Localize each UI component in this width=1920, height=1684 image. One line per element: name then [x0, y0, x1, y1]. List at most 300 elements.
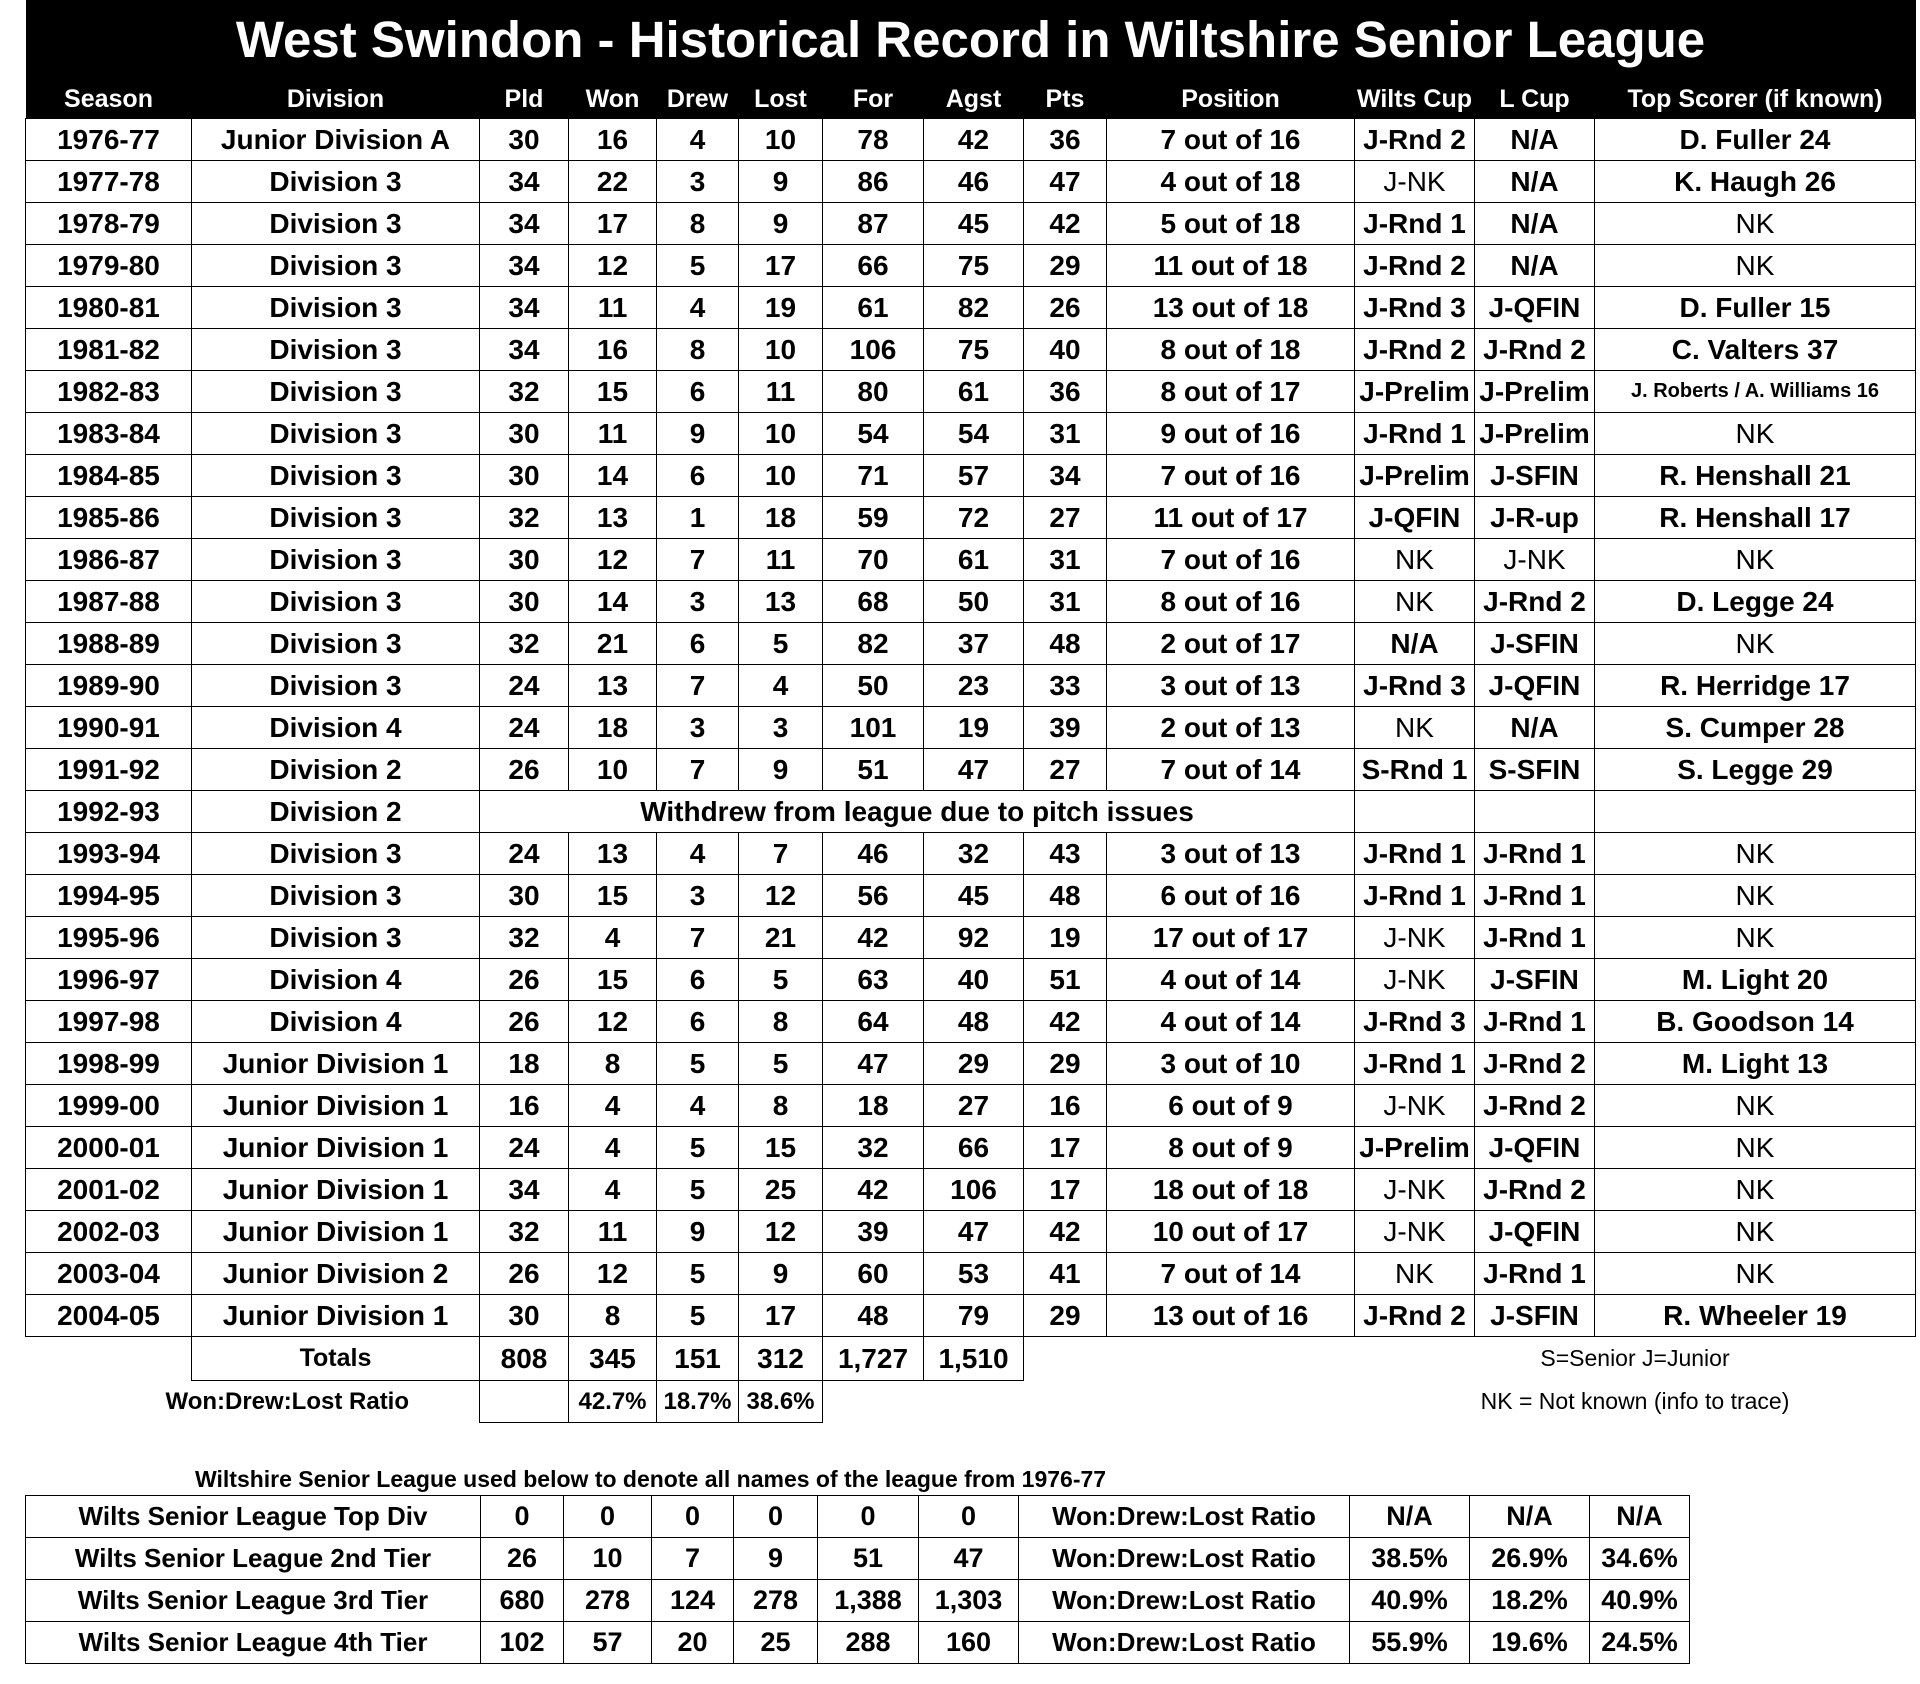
wilts-cup-cell: J-Rnd 2: [1355, 1295, 1475, 1337]
season-cell: 1996-97: [26, 959, 192, 1001]
wilts-cup-cell: J-Rnd 2: [1355, 119, 1475, 161]
tier-lost: 25: [734, 1622, 818, 1664]
pld-cell: 34: [480, 161, 569, 203]
for-cell: 42: [823, 917, 924, 959]
pld-cell: 34: [480, 245, 569, 287]
won-cell: 4: [569, 1127, 657, 1169]
top-scorer-cell: S. Legge 29: [1595, 749, 1916, 791]
tier-won-pct: 40.9%: [1350, 1580, 1470, 1622]
agst-cell: 45: [924, 875, 1024, 917]
tier-drew: 7: [652, 1538, 734, 1580]
l-cup-cell: J-Rnd 2: [1475, 1085, 1595, 1127]
l-cup-cell: J-SFIN: [1475, 1295, 1595, 1337]
division-cell: Division 3: [192, 665, 480, 707]
l-cup-cell: J-QFIN: [1475, 665, 1595, 707]
l-cup-cell: N/A: [1475, 203, 1595, 245]
lost-cell: 18: [739, 497, 823, 539]
lost-cell: 9: [739, 161, 823, 203]
totals-spacer: [26, 1337, 192, 1381]
for-cell: 47: [823, 1043, 924, 1085]
top-scorer-cell: D. Fuller 15: [1595, 287, 1916, 329]
wilts-cup-cell: J-Rnd 2: [1355, 329, 1475, 371]
season-cell: 1998-99: [26, 1043, 192, 1085]
pts-cell: 42: [1024, 1211, 1107, 1253]
agst-cell: 75: [924, 329, 1024, 371]
won-cell: 10: [569, 749, 657, 791]
ratio-row: [26, 1381, 1916, 1423]
pld-cell: 30: [480, 581, 569, 623]
tier-pld: 102: [481, 1622, 564, 1664]
division-cell: Division 3: [192, 455, 480, 497]
drew-cell: 6: [657, 623, 739, 665]
top-scorer-cell: NK: [1595, 539, 1916, 581]
season-cell: 1978-79: [26, 203, 192, 245]
column-header: Lost: [739, 80, 823, 119]
agst-cell: 72: [924, 497, 1024, 539]
division-cell: Division 3: [192, 329, 480, 371]
wilts-cup-cell: J-NK: [1355, 959, 1475, 1001]
pts-cell: 27: [1024, 749, 1107, 791]
wilts-cup-cell: J-Rnd 1: [1355, 203, 1475, 245]
division-cell: Division 3: [192, 497, 480, 539]
wilts-cup-cell: J-Prelim: [1355, 371, 1475, 413]
pts-cell: 34: [1024, 455, 1107, 497]
pts-cell: 17: [1024, 1169, 1107, 1211]
table-row: [26, 749, 1916, 791]
wilts-cup-cell: J-Rnd 1: [1355, 875, 1475, 917]
pld-cell: 30: [480, 539, 569, 581]
won-cell: 13: [569, 665, 657, 707]
division-cell: Junior Division A: [192, 119, 480, 161]
tier-row: [26, 1538, 1690, 1580]
column-header: Top Scorer (if known): [1595, 80, 1916, 119]
ratio-won: 42.7%: [569, 1381, 657, 1423]
tier-row: [26, 1580, 1690, 1622]
agst-cell: 54: [924, 413, 1024, 455]
drew-cell: 6: [657, 959, 739, 1001]
tier-pld: 0: [481, 1496, 564, 1538]
l-cup-cell: J-Rnd 2: [1475, 581, 1595, 623]
column-header: Drew: [657, 80, 739, 119]
won-cell: 8: [569, 1295, 657, 1337]
tier-agst: 1,303: [919, 1580, 1019, 1622]
for-cell: 64: [823, 1001, 924, 1043]
top-scorer-cell: R. Wheeler 19: [1595, 1295, 1916, 1337]
table-row: [26, 665, 1916, 707]
for-cell: 54: [823, 413, 924, 455]
table-row: [26, 833, 1916, 875]
season-cell: 1987-88: [26, 581, 192, 623]
l-cup-cell: S-SFIN: [1475, 749, 1595, 791]
lost-cell: 4: [739, 665, 823, 707]
season-cell: 1989-90: [26, 665, 192, 707]
agst-cell: 53: [924, 1253, 1024, 1295]
pld-cell: 32: [480, 371, 569, 413]
for-cell: 78: [823, 119, 924, 161]
top-scorer-cell: J. Roberts / A. Williams 16: [1595, 371, 1916, 413]
for-cell: 106: [823, 329, 924, 371]
lost-cell: 10: [739, 329, 823, 371]
l-cup-cell: J-QFIN: [1475, 1127, 1595, 1169]
top-scorer-cell: K. Haugh 26: [1595, 161, 1916, 203]
drew-cell: 4: [657, 833, 739, 875]
top-scorer-cell: C. Valters 37: [1595, 329, 1916, 371]
note-cell: Withdrew from league due to pitch issues: [480, 791, 1355, 833]
top-scorer-cell: NK: [1595, 413, 1916, 455]
wilts-cup-cell: J-NK: [1355, 1169, 1475, 1211]
drew-cell: 4: [657, 119, 739, 161]
won-cell: 14: [569, 455, 657, 497]
top-scorer-cell: NK: [1595, 623, 1916, 665]
season-cell: 1997-98: [26, 1001, 192, 1043]
l-cup-cell: J-Rnd 1: [1475, 917, 1595, 959]
won-cell: 15: [569, 875, 657, 917]
for-cell: 46: [823, 833, 924, 875]
table-row: [26, 1169, 1916, 1211]
top-scorer-cell: NK: [1595, 917, 1916, 959]
tier-lost: 278: [734, 1580, 818, 1622]
won-cell: 12: [569, 245, 657, 287]
pts-cell: 42: [1024, 203, 1107, 245]
l-cup-cell: J-Rnd 2: [1475, 1043, 1595, 1085]
division-cell: Division 2: [192, 749, 480, 791]
pld-cell: 30: [480, 119, 569, 161]
tier-lost: 0: [734, 1496, 818, 1538]
l-cup-cell: J-QFIN: [1475, 1211, 1595, 1253]
for-cell: 80: [823, 371, 924, 413]
totals-for: 1,727: [823, 1337, 924, 1381]
tier-won: 57: [564, 1622, 652, 1664]
table-row: [26, 1043, 1916, 1085]
season-cell: 1992-93: [26, 791, 192, 833]
position-cell: 8 out of 16: [1107, 581, 1355, 623]
division-cell: Junior Division 2: [192, 1253, 480, 1295]
won-cell: 11: [569, 1211, 657, 1253]
season-cell: 1977-78: [26, 161, 192, 203]
pts-cell: 39: [1024, 707, 1107, 749]
position-cell: 7 out of 16: [1107, 119, 1355, 161]
drew-cell: 7: [657, 539, 739, 581]
pld-cell: 34: [480, 203, 569, 245]
l-cup-cell: J-R-up: [1475, 497, 1595, 539]
table-row: [26, 1253, 1916, 1295]
lost-cell: 17: [739, 1295, 823, 1337]
won-cell: 4: [569, 1169, 657, 1211]
wilts-cup-cell: NK: [1355, 1253, 1475, 1295]
tier-lost-pct: N/A: [1590, 1496, 1690, 1538]
pld-cell: 32: [480, 1211, 569, 1253]
top-scorer-cell: R. Henshall 17: [1595, 497, 1916, 539]
record-table: [25, 0, 1916, 1423]
drew-cell: 4: [657, 1085, 739, 1127]
division-cell: Division 3: [192, 833, 480, 875]
for-cell: 68: [823, 581, 924, 623]
table-row: [26, 875, 1916, 917]
wilts-cup-cell: J-QFIN: [1355, 497, 1475, 539]
pts-cell: 31: [1024, 539, 1107, 581]
wilts-cup-cell: J-Rnd 1: [1355, 833, 1475, 875]
tier-pld: 26: [481, 1538, 564, 1580]
wilts-cup-cell: J-NK: [1355, 1085, 1475, 1127]
l-cup-cell: J-SFIN: [1475, 959, 1595, 1001]
position-cell: 4 out of 18: [1107, 161, 1355, 203]
tier-drew: 20: [652, 1622, 734, 1664]
drew-cell: 6: [657, 455, 739, 497]
division-cell: Division 3: [192, 623, 480, 665]
tier-rows: [26, 1496, 1690, 1664]
drew-cell: 6: [657, 371, 739, 413]
top-scorer-cell: D. Legge 24: [1595, 581, 1916, 623]
agst-cell: 61: [924, 371, 1024, 413]
drew-cell: 9: [657, 413, 739, 455]
tier-drew-pct: 26.9%: [1470, 1538, 1590, 1580]
lost-cell: 7: [739, 833, 823, 875]
won-cell: 13: [569, 833, 657, 875]
top-scorer-cell: M. Light 13: [1595, 1043, 1916, 1085]
table-row: [26, 119, 1916, 161]
pld-cell: 26: [480, 1001, 569, 1043]
position-cell: 8 out of 18: [1107, 329, 1355, 371]
l-cup-cell: J-Rnd 1: [1475, 875, 1595, 917]
page-title: West Swindon - Historical Record in Wiltshire Senior League: [26, 0, 1916, 80]
drew-cell: 3: [657, 581, 739, 623]
season-cell: 1995-96: [26, 917, 192, 959]
table-row: [26, 959, 1916, 1001]
l-cup-cell: J-Rnd 2: [1475, 1169, 1595, 1211]
drew-cell: 5: [657, 245, 739, 287]
drew-cell: 5: [657, 1043, 739, 1085]
division-cell: Division 3: [192, 581, 480, 623]
won-cell: 4: [569, 917, 657, 959]
for-cell: 63: [823, 959, 924, 1001]
totals-gap2: [1107, 1337, 1355, 1381]
table-row: [26, 203, 1916, 245]
wilts-cup-cell: J-NK: [1355, 917, 1475, 959]
pld-cell: 32: [480, 917, 569, 959]
pld-cell: 32: [480, 497, 569, 539]
tier-for: 1,388: [818, 1580, 919, 1622]
tier-ratio-label: Won:Drew:Lost Ratio: [1019, 1580, 1350, 1622]
won-cell: 17: [569, 203, 657, 245]
position-cell: 18 out of 18: [1107, 1169, 1355, 1211]
l-cup-cell: J-NK: [1475, 539, 1595, 581]
totals-gap: [1024, 1337, 1107, 1381]
lost-cell: 8: [739, 1001, 823, 1043]
wilts-cup-cell: [1355, 791, 1475, 833]
agst-cell: 50: [924, 581, 1024, 623]
wilts-cup-cell: J-Rnd 1: [1355, 413, 1475, 455]
title-row: [26, 0, 1916, 80]
won-cell: 18: [569, 707, 657, 749]
agst-cell: 37: [924, 623, 1024, 665]
table-row: [26, 1001, 1916, 1043]
totals-label: Totals: [192, 1337, 480, 1381]
table-row: [26, 623, 1916, 665]
lost-cell: 17: [739, 245, 823, 287]
totals-row: [26, 1337, 1916, 1381]
season-cell: 1984-85: [26, 455, 192, 497]
agst-cell: 27: [924, 1085, 1024, 1127]
pts-cell: 31: [1024, 413, 1107, 455]
l-cup-cell: J-Rnd 1: [1475, 1253, 1595, 1295]
pts-cell: 43: [1024, 833, 1107, 875]
drew-cell: 6: [657, 1001, 739, 1043]
season-cell: 1994-95: [26, 875, 192, 917]
top-scorer-cell: NK: [1595, 1085, 1916, 1127]
table-row: [26, 707, 1916, 749]
division-cell: Junior Division 1: [192, 1211, 480, 1253]
drew-cell: 5: [657, 1295, 739, 1337]
for-cell: 59: [823, 497, 924, 539]
lost-cell: 10: [739, 413, 823, 455]
division-cell: Division 3: [192, 371, 480, 413]
position-cell: 6 out of 16: [1107, 875, 1355, 917]
tier-lost-pct: 24.5%: [1590, 1622, 1690, 1664]
pld-cell: 30: [480, 455, 569, 497]
ratio-drew: 18.7%: [657, 1381, 739, 1423]
tier-name: Wilts Senior League 4th Tier: [26, 1622, 481, 1664]
pts-cell: 26: [1024, 287, 1107, 329]
season-cell: 1979-80: [26, 245, 192, 287]
agst-cell: 40: [924, 959, 1024, 1001]
pld-cell: 32: [480, 623, 569, 665]
for-cell: 61: [823, 287, 924, 329]
pts-cell: 29: [1024, 1295, 1107, 1337]
pts-cell: 29: [1024, 1043, 1107, 1085]
wilts-cup-cell: J-Rnd 1: [1355, 1043, 1475, 1085]
tier-name: Wilts Senior League Top Div: [26, 1496, 481, 1538]
tier-row: [26, 1622, 1690, 1664]
table-row: [26, 539, 1916, 581]
season-cell: 2003-04: [26, 1253, 192, 1295]
wilts-cup-cell: J-NK: [1355, 161, 1475, 203]
position-cell: 11 out of 18: [1107, 245, 1355, 287]
pld-cell: 24: [480, 1127, 569, 1169]
tier-name: Wilts Senior League 2nd Tier: [26, 1538, 481, 1580]
season-cell: 1976-77: [26, 119, 192, 161]
season-cell: 1982-83: [26, 371, 192, 413]
table-row: [26, 791, 1916, 833]
position-cell: 4 out of 14: [1107, 1001, 1355, 1043]
lost-cell: 5: [739, 1043, 823, 1085]
division-cell: Junior Division 1: [192, 1127, 480, 1169]
pts-cell: 41: [1024, 1253, 1107, 1295]
tier-drew-pct: N/A: [1470, 1496, 1590, 1538]
division-cell: Division 3: [192, 917, 480, 959]
pts-cell: 19: [1024, 917, 1107, 959]
division-cell: Division 3: [192, 875, 480, 917]
tiers-caption: Wiltshire Senior League used below to denote all names of the league from 1976-77: [195, 1466, 1107, 1492]
tier-drew: 0: [652, 1496, 734, 1538]
table-row: [26, 287, 1916, 329]
agst-cell: 42: [924, 119, 1024, 161]
lost-cell: 12: [739, 1211, 823, 1253]
position-cell: 3 out of 13: [1107, 833, 1355, 875]
for-cell: 42: [823, 1169, 924, 1211]
wilts-cup-cell: J-Prelim: [1355, 455, 1475, 497]
position-cell: 8 out of 17: [1107, 371, 1355, 413]
pld-cell: 26: [480, 749, 569, 791]
division-cell: Division 4: [192, 959, 480, 1001]
lost-cell: 5: [739, 959, 823, 1001]
position-cell: 11 out of 17: [1107, 497, 1355, 539]
won-cell: 15: [569, 959, 657, 1001]
lost-cell: 15: [739, 1127, 823, 1169]
totals-drew: 151: [657, 1337, 739, 1381]
division-cell: Division 3: [192, 245, 480, 287]
position-cell: 7 out of 14: [1107, 1253, 1355, 1295]
table-row: [26, 455, 1916, 497]
drew-cell: 5: [657, 1253, 739, 1295]
won-cell: 12: [569, 539, 657, 581]
top-scorer-cell: NK: [1595, 245, 1916, 287]
drew-cell: 1: [657, 497, 739, 539]
for-cell: 86: [823, 161, 924, 203]
division-cell: Junior Division 1: [192, 1169, 480, 1211]
agst-cell: 48: [924, 1001, 1024, 1043]
division-cell: Junior Division 1: [192, 1295, 480, 1337]
lost-cell: 5: [739, 623, 823, 665]
agst-cell: 45: [924, 203, 1024, 245]
season-cell: 1980-81: [26, 287, 192, 329]
ratio-label: Won:Drew:Lost Ratio: [165, 1387, 410, 1415]
drew-cell: 3: [657, 875, 739, 917]
drew-cell: 7: [657, 917, 739, 959]
pld-cell: 24: [480, 665, 569, 707]
season-cell: 1983-84: [26, 413, 192, 455]
for-cell: 50: [823, 665, 924, 707]
agst-cell: 57: [924, 455, 1024, 497]
tier-agst: 47: [919, 1538, 1019, 1580]
top-scorer-cell: NK: [1595, 1127, 1916, 1169]
pld-cell: 16: [480, 1085, 569, 1127]
pld-cell: 30: [480, 875, 569, 917]
legend-nk: NK = Not known (info to trace): [1480, 1388, 1790, 1414]
lost-cell: 3: [739, 707, 823, 749]
tier-ratio-label: Won:Drew:Lost Ratio: [1019, 1622, 1350, 1664]
ratio-lost: 38.6%: [739, 1381, 823, 1423]
position-cell: 7 out of 14: [1107, 749, 1355, 791]
division-cell: Division 2: [192, 791, 480, 833]
drew-cell: 9: [657, 1211, 739, 1253]
season-cell: 1988-89: [26, 623, 192, 665]
top-scorer-cell: NK: [1595, 833, 1916, 875]
agst-cell: 79: [924, 1295, 1024, 1337]
drew-cell: 7: [657, 665, 739, 707]
tier-won-pct: 38.5%: [1350, 1538, 1470, 1580]
totals-agst: 1,510: [924, 1337, 1024, 1381]
pld-cell: 26: [480, 1253, 569, 1295]
division-cell: Division 3: [192, 287, 480, 329]
column-header: Agst: [924, 80, 1024, 119]
division-cell: Division 3: [192, 203, 480, 245]
position-cell: 6 out of 9: [1107, 1085, 1355, 1127]
l-cup-cell: J-SFIN: [1475, 623, 1595, 665]
season-cell: 1981-82: [26, 329, 192, 371]
for-cell: 87: [823, 203, 924, 245]
agst-cell: 106: [924, 1169, 1024, 1211]
season-cell: 2001-02: [26, 1169, 192, 1211]
top-scorer-cell: R. Herridge 17: [1595, 665, 1916, 707]
pts-cell: 36: [1024, 119, 1107, 161]
column-header: For: [823, 80, 924, 119]
for-cell: 39: [823, 1211, 924, 1253]
position-cell: 2 out of 13: [1107, 707, 1355, 749]
position-cell: 13 out of 16: [1107, 1295, 1355, 1337]
tier-drew: 124: [652, 1580, 734, 1622]
totals-pld: 808: [480, 1337, 569, 1381]
tier-drew-pct: 19.6%: [1470, 1622, 1590, 1664]
